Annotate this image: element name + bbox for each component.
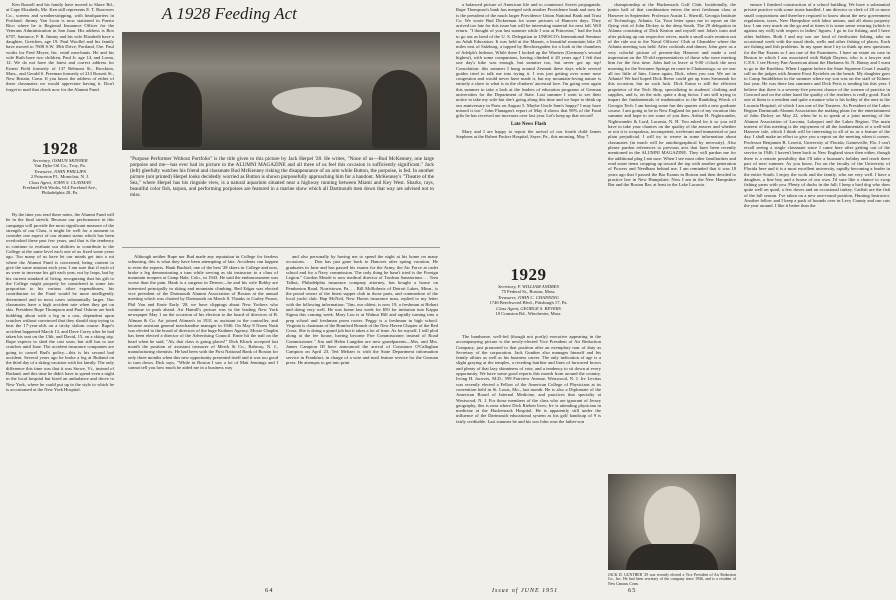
class-notes-column-1-top	[6, 2, 114, 130]
officer-line: Class Agent, GEORGE S. REVERS	[496, 305, 561, 311]
class-1929-header	[456, 266, 601, 316]
officer-line: Class Agent, JOHN S. CLAYMAN	[28, 179, 92, 185]
officer-line: 2 Princeton Pl., Montclair, N. J.	[30, 174, 90, 180]
class-notes-column-1-bottom	[456, 334, 601, 580]
officer-line: Treasurer, JOHN C. CHANNING	[497, 294, 560, 300]
notes-paragraph: a balanced picture of American life and to counteract Soviet propaganda. Rupe Thompson's bank has merged with another Providence bank and now he is the president of the much larger Providence Union National Bank and Trust Co. We wrote Bud Dickerman for some pictures of Hanover days. They arrived too late for this issue but will be interesting material for next fall. Will return. "I thought of you last summer while I was at Princeton," had the luck to go out as head of the U. S. Delegation to UNESCO's International Seminar on Adult Education. It was held at the Manoir, a beautiful mountain lake 25 miles east of Salzburg, a topped by Berchtesgaden for a look at the chambers of Adolph's hideout. While there I looked up the Warners (Germany's second highest), with some companions, having climbed it 20 years ago! I felt that one day's hike was enough, but summer too, but never got up top! Consolation: this summer I hung around Zermatt these days while several guides tried to talk me into trying it. I was just getting over some nose congestion and would never have made it, but my mountain-loving nature is entirely a slave to what is in the climbers' ancestral lore. I'm going over again this summer to take a look at the leaders of education programs of German universities for the Department of State. Last summer I went to see their notice to take my wife but she's going along this time and we hope to drink up our anniversary in Paris on August 5. Maybe Uncle Sam's happy? I may have missed it too." John Flanagan's report of May 4 shows that 98% of the Fund gifts he has received are increases over last year. Let's keep up that record!	[456, 2, 601, 119]
issue-line: Issue of JUNE 1951	[492, 588, 559, 594]
class-year-1928: 1928	[42, 139, 78, 158]
class-notes-column-2	[128, 254, 278, 584]
notes-paragraph: The handsome, well-fed (though not portly) executive appearing in the accompanying picture is the newly-elected Vice President of Air Reduction Company, just promoted to that position after an exemplary tour of duty as Secretary of the corporation. Jack Gunther also manages himself and his family affairs as well as his business career. The only indication of age is a slight graying at the temples, a receding hairline and lines of furrowed brows and plenty of that lazy skinniness of vote, and a tendency to sit down at every opportunity. We have some good reports this month from around the country. Irving H. Jacoves, M.D., 599 Fairview Avenue, Westwood, N. J. Irv Levitas was recently elected a Fellow of the American College of Physicians at its convention held in St. Louis, Mo., last month. He is also a Diplomate of the American Board of Internal Medicine, and practices that specialty at Westwood, N. J. For those members of the class who are ignorant of Jersey geography, this is near where Dick Rieben lives; Irv is attending physician in medicine at the Hackensack Hospital. He is apparently still under the influence of the Dartmouth educational system as his golf handicap of 9 is fairly creditable. Last summer he and his son John won the father-son	[456, 334, 601, 424]
notes-paragraph: and also personally by having me to spend the night at his home on many occasions. . . Don has just gone back to Hanover after spring vacation. He graduates in June and has passed his exams for the Army, the Air Force at cadet school and for a Navy commission. The only thing he hasn't tried is the Foreign Legion." Gordon Meade is now medical director of Trudeau Sanatorium. . . Tom Talbot, Philadelphia insurance company attorney, has bought a house on Pemberton Road, Norristown, Pa. . . Bill McRoberts of Detroit Lakes, Minn., is the proud owner of the finest supper club in those parts, and commodore of the local yacht club. Hap McNeil, New Haven insurance man, replied to my letter with the following information: "Jim, our oldest, is now 19, a freshman at Hobart and doing very well. He was home last week for $50 for initiation into Kappa Sigma this coming week. Mary Lou is at Walnut Hill and rapidly turning into a prep school and freshman prom rooter. Peggy is a freshman in high school. Virginia is chairman of the Branford Branch of the New Haven Chapter of the Red Cross. She is doing a grand job but it takes a lot of time. As for myself, I still plod along at the fee house, having become Fire Commissioner instead of Road Commissioner." Jim and Helen Langdon are now grandparents—Mrs. and Mrs. James Campion III have announced the arrival of Constance O'Callaghan Campion on April 23. Ted Meltzer is with the State Department information service in Frankfurt, in charge of a wire and mail feature service for the German press. He attempts to get into print	[286, 254, 438, 365]
class-officers	[456, 284, 601, 316]
class-year-1929: 1929	[510, 265, 547, 284]
late-news-paragraph: Mary and I are happy to report the arrival of our fourth child James Stephens at the Robert Packer Hospital, Sayre, Pa., this morning, May 7.	[456, 128, 601, 140]
officer-line: Van Dyke Oil Co., Troy, Pa.	[34, 163, 86, 169]
porpoise-shape	[272, 87, 362, 117]
officer-line: 10 Cranston Rd., Winchester, Mass.	[495, 311, 562, 317]
notes-paragraph: Ken Russell and his family have moved to Shore Rd., at Cape Elizabeth, Me. Ken still represents E. T. Burrowes Co., screens and weatherstripping, with headquarters in Portland. Jimmy Van Loon is now stationed in Puerto Rico where he is Regional Insurance Officer for the Veterans Administration in San Juan. His address is Box 6707, Santurce, P. R. Jimmy and his wife Elizabeth have a daughter, Gretchen, age 19. Paul Woollef and his family have moved to 7608 S.W. 39th Drive, Portland, Ore. Paul works for Fred Meyer, Inc. retail merchants. He and his wife Ruth have two children, Paul Jr. age 14, and Lorna, 12. We do not have the latest and correct address for Ernest Field formerly of 137 Belmont St., Brockton, Mass., and Gerald S. Freeman formerly of 213 Rossett St., New Britain, Conn. If you know the address of either of these classmates we would appreciate having it. Don't forget to mail that check now for the Alumni Fund.	[6, 2, 114, 92]
portrait-shoulders	[626, 544, 718, 570]
officer-line: Secretary, F. WILLIAM ANDRES	[498, 284, 559, 289]
late-news-heading: Late News Flash	[510, 121, 547, 127]
officer-line: Philadelphia 28, Pa.	[41, 190, 79, 196]
article-headline: A 1928 Feeding Act	[162, 4, 297, 23]
notes-paragraph: championship at the Hackensack Golf Club. Incidentally, the junior half of that combination enters the next freshman class at Hanover in September. Professor Austin L. Sherrill, Georgia Institute of Technology, Atlanta, Ga. Your letter spurs me to report on the flying visit of John Dickey to the deep South. The 29 delegation in Atlanta consisting of Dick Keaton and myself met John's train and after picking up our respective wives, made a small scale reunion out of the ride out to the Naval Officers' Club at Chamblee where the Atlanta meeting was held. After cocktails and dinner, John gave us a very colorful picture of present-day Hanover and made a real impression on the 55-old representatives of those who were meeting him for the first time. John had to leave at 9:00 o'clock the next morning for the Sewanee Springs en route to Chattanooga, so we saw all too little of him. Come again, Dick, when you can. We are in Atlanta! We had hoped Dick Reese could get up from Savannah for this occasion, but no such luck. Dick Eaton is still the efficient proprietor of the Tech Shop, specializing in students' clothing and supplies, and is, on the side, quite a drag factor. I am still trying to impart the fundamentals of mathematics to the Rambling Wreck of Georgia Tech. I am having some fun this quarter with a new graduate course. I am going to be in New England for part of my vacation this summer and hope to see some of you then. Arthur H. Nightwander, Nightwander & Lord, Laconia, N. H. You asked for it so you will have to take your chances on the quality of the answer and whether or not it is scrupulous, incompetent, irrelevant and immaterial or just plain prejudicial. I will try to weave in some information about classmates (in much will be autobiographical by necessity). Also please pardon references to previous acts that have been recently mentioned in the ALUMNI MAGAZINE. They will pardon me for the additional plug I am sure. When I see most other familiarities and read some items cropping up toward the top with another generation of Powers and Needham behind me, I am reminded that it was 18 years ago that I passed the Bar Exams in Boston and then decided to practice law in New Hampshire. Now I am in the New Hampshire Bar and the Boston Bar, at least in the Lake Laconia.	[608, 2, 736, 188]
officer-line: Secretary, OSMUN SKINNER	[32, 158, 88, 163]
officer-line: Freeland Felt Works, 614 Foreland Ave.,	[22, 185, 98, 191]
officer-line: 75 Federal St., Boston, Mass.	[501, 289, 556, 295]
class-notes-column-2	[608, 2, 736, 470]
jack-gunther-portrait	[608, 474, 736, 570]
divider	[122, 247, 440, 248]
photo-caption: "Purpose Performer Without Portfolio" is the title given to this picture by Jack Herpel '28. He writes, "None of us—Bud McKenney, one large porpoise and me—has ever had its picture in the ALUMNI MAGAZINE and all three of us feel this occasion is sufficiently significant." Jack (left) gleefully watches his friend and classmate Bud McKenney risking the disappearance of an arm while Button, the porpoise, is fed. In another picture (not printed) Herpel looks decidedly worried as Button is shown purposefully approaching him for a handout. McKenney's "Theatre of the Sea," where Herpel has his ringside view, is a natural aquarium situated near a highway running between Miami and Key West. Sharks, rays, beautiful color fish, tarpon, and performing porpoises are featured in a marine show which all Dartmouth men down that way are advised not to miss.	[130, 156, 434, 198]
officer-line: 1746 Beechwood Blvd., Pittsburgh 17, Pa.	[489, 300, 568, 306]
porpoise-photo	[122, 32, 440, 150]
officer-line: Treasurer, JOHN PHILLIPS	[34, 168, 86, 174]
class-notes-column-3	[286, 254, 438, 584]
class-1928-header	[6, 140, 114, 196]
portrait-face	[644, 486, 700, 552]
notes-paragraph: Although neither Rupe nor Bud made any reputation in College for fearless schussing, this is what they have been attempting of late. Accidents can happen to even the experts. Hank Buchtel, one of the best '28 skiers in College and now, broke a leg demonstrating a turn while serving as ski instructor to a class of mountain troopers at Camp Hale, Colo., in 1943. He said the embarrassment was worse than the pain. Hank is a surgeon in Denver—he and his wife Bobby are interested principally in skiing and mountain climbing. Red Edgar was elected vice president of the Dartmouth Alumni Association of Boston at the annual meeting which was chaired by Dartmouth on March 8. Thanks to Curley Pruser, Phil Van and Ernie Early '28, we have clippings about New Yorkers who continue to push ahead. Art Hamill's picture was in the leading New York newspaper May 1 on the occasion of his election to the board of directors of B. Altman & Co. Art joined Altman's in 1931 as assistant to the controller, and became assistant general merchandise manager in 1946. On May 8 Norm Nash was elected to the board of directors of the huge Kuthner Agency. Moxie Chaplin has been elected a director of the Advertising Council. Ernie hit the nail on the head when he said, "Ah, that class is going places!" Dick Klinck accepted last month the position of assistant treasurer of Merck & Co., Rahway, N. J., manufacturing chemists. He had been with the First National Bank of Boston for only three months when this new opportunity presented itself and it was too good to turn down. Dick says, "While in Boston I saw a lot of Matt Jennings and I cannot tell you how much he aided me in a business way	[128, 254, 278, 371]
class-notes-column-1-bottom	[6, 212, 114, 584]
person-silhouette-left	[142, 72, 202, 147]
notes-paragraph: By the time you read these notes, the Alumni Fund will be in the final stretch. Because our performance in this campaign will provide the most significant measure of the strength of our Class, it might be well for a moment to consider one aspect of our alumni status which has been overlooked these past few years, and that is the tendency to continue to evaluate our abilities to contribute to the College at the same level each one of us fixed some years ago. Too many of us have let our minds get into a rut where the Alumni Fund is concerned, being content to give the same amount each year. I am sure that if each of us were to increase his gift each year, not by leaps, but by his current standard of living, recognizing that his gift to the College might properly be considered in some fair proportion to his various other expenditures, his contribution to the Fund would be more intelligently determined and in most cases substantially larger. Our classmates have a high accident rate when they get on skis. President Rupe Thompson and Paul Osborn are both hobbling about with a leg in a cast, dependent upon crutches without convinced that they should stop trying to beat the 17-year-olds on a tricky slalom course. Rupe's accident happened March 13, and Dave Corey after he had taken his seat on the 13th, and David, 15, on a skiing trip. Rupe expects to shed the cast soon, but still has to use crutches until June. The accident insurance companies are going to cancel Bud's policy—this is his second bad accident. Several years ago he broke a leg at Rutland on the third day of a skiing vacation with his family. The only difference this time was that it was Stowe, Vt., instead of Rutland, and this time he didn't have to spend even a night in the local hospital but hired an ambulance and drove to New York, where he could put up in the style to which he is accustomed at the New York Hospital.	[6, 212, 114, 392]
page-number-right: 65	[628, 587, 637, 594]
class-officers	[6, 158, 114, 196]
portrait-caption: JACK D. GUNTHER '29 was recently elected a Vice President of Air Reduction Co., Inc. He had been secretary of the company since 1946, and is a resident of New Canaan, Conn.	[608, 573, 736, 586]
right-page	[448, 0, 896, 600]
person-silhouette-right	[372, 70, 427, 148]
page-number-left: 64	[265, 587, 274, 594]
notes-paragraph: ensure I finished construction of a school building. We have a substantial private practice with some trusts handled. I am director or clerk of 20 or more small corporations and therefore required to know about the new government regulations, taxes, New Hampshire with labor unions, and all about property law. I am very much on the go and at times it is some sense wearing (which is against my will) with respect to ladies' figures. I go in for fishing, and I have other hobbies. Both I and my son are fond of freshwater fishing, take an occasional week with the usual deals, wells and other fishing of places. Each are fishing and fish problems. In my spare time I try to think up new questions for the Bar Exams so I am one of the Examiners. I have an estate on case in Boston in which I am associated with Ralph Dayton, who is a lawyer and C.P.A. I see Hovey Pan-American about the Harkness St. N. Bunny and I want to go to the Knoblaw. When I appear before the State Supreme Court I usually call on the judges with Jimmie Frost Kyrieleis on the bench. My daughter goes to Camp Smiddleton in the summer where my son was on the staff of Kilmer last year. He was there last summers and Dick Peris is sending his this year. I believe that there is a seventy-five percent chance of the women of practice in Concord and on the other hand the quality of the teachers is really good. Each one of them is a resident and quite a mature who is his hobby of the area to the Laconia Hospital, of which I am one of the Trustees. As President of the Lakes Region Dartmouth Alumni Association the making plans for the entertainment of John Dickey on May 22, when he is to speak at a joint meeting of the Alumni Association of Laconia, Lakeport and the Lakes Region. The main interest of this meeting is the enjoyment of all the fundamentals of a well-told Hanover tale, which I think will be interesting to all of us as a feature of the day. I shall make an effort to give you a report on the meeting when it comes. Professor Benjamin B. Leavitt, University of Florida, Gainesville, Fla. I can't recall seeing a single classmate since I came here after getting out of the service in 1946. I haven't been back to New England since then either, though there is a remote possibility that I'll take a busman's holiday and teach there part of next summer. As you know, I'm on the faculty of the University of Florida here and it is a most excellent university, rapidly becoming a leader in the entire South. I enjoy the work and the family, who are very well. I have a daughter, a fine boy and a house of our own. I'd sure like a chance to swap fishing yarns with you. Plenty of ducks in the fall; I keep a bird dog who does quite well on quail, a few doves and an occasional turkey. Catfish are the fish of the fall season. I've taken on a new one-round position, Hunting Instructor. Another fellow and I keep a pack of hounds over in Levy County and run cats the year around. I like it better than the	[744, 2, 890, 209]
class-notes-column-3	[744, 2, 890, 582]
class-notes-column-1	[456, 2, 601, 238]
